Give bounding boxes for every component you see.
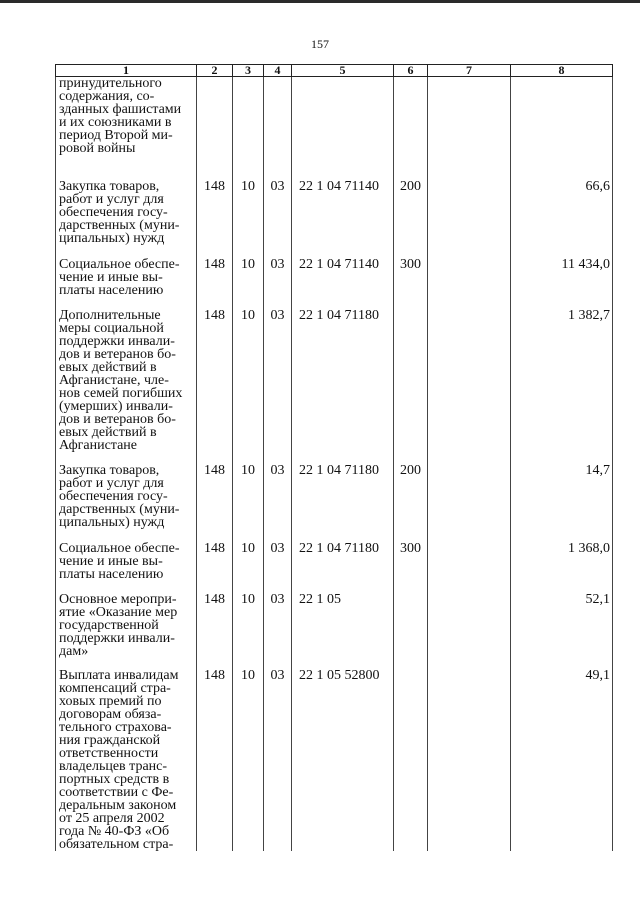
row-name: Основное меропри- ятие «Оказание мер государственной поддержки инвали- дам» [56, 593, 197, 669]
row-name: Социальное обеспе- чение и иные вы- платы населению [56, 258, 197, 309]
row-csr: 22 1 05 [292, 593, 394, 669]
column-header-5: 5 [292, 65, 394, 77]
row-col7 [428, 542, 511, 593]
row-csr: 22 1 05 52800 [292, 669, 394, 851]
row-csr: 22 1 04 71180 [292, 464, 394, 542]
row-sum: 1 382,7 [511, 309, 613, 464]
table-row [56, 593, 613, 669]
row-col7 [428, 309, 511, 464]
row-pr: 03 [264, 593, 292, 669]
row-pr: 03 [264, 258, 292, 309]
row-rz: 10 [233, 542, 264, 593]
row-pr: 03 [264, 464, 292, 542]
row-rz: 10 [233, 258, 264, 309]
row-col7 [428, 464, 511, 542]
row-name: Закупка товаров, работ и услуг для обеспечения госу- дарственных (муни- ципальных) нужд [56, 180, 197, 258]
row-rz: 10 [233, 180, 264, 258]
row-sum: 1 368,0 [511, 542, 613, 593]
row-vr: 200 [394, 180, 428, 258]
row-sum: 49,1 [511, 669, 613, 851]
header-row [56, 65, 613, 77]
column-header-8: 8 [511, 65, 613, 77]
row-rz: 10 [233, 309, 264, 464]
row-vr: 300 [394, 258, 428, 309]
row-name: Закупка товаров, работ и услуг для обеспечения госу- дарственных (муни- ципальных) нужд [56, 464, 197, 542]
row-vr [394, 593, 428, 669]
row-ved: 148 [197, 669, 233, 851]
row-rz [233, 77, 264, 180]
row-rz: 10 [233, 669, 264, 851]
row-pr: 03 [264, 180, 292, 258]
budget-table [55, 64, 613, 851]
row-vr: 300 [394, 542, 428, 593]
row-csr: 22 1 04 71180 [292, 309, 394, 464]
row-name: принудительного содержания, со- зданных фашистами и их союзниками в период Второй ми- ровой войны [56, 77, 197, 180]
row-name: Социальное обеспе- чение и иные вы- платы населению [56, 542, 197, 593]
column-header-3: 3 [233, 65, 264, 77]
row-ved: 148 [197, 464, 233, 542]
row-col7 [428, 180, 511, 258]
row-ved: 148 [197, 258, 233, 309]
top-rule [0, 0, 640, 3]
row-csr: 22 1 04 71140 [292, 258, 394, 309]
row-sum: 66,6 [511, 180, 613, 258]
row-sum: 52,1 [511, 593, 613, 669]
column-header-2: 2 [197, 65, 233, 77]
row-vr: 200 [394, 464, 428, 542]
row-name: Дополнительные меры социальной поддержки инвали- дов и ветеранов бо- евых действий в Афганистане, чле- нов семей погибших (умерших) инвали- дов и ветеранов бо- евых действий в Афганистане [56, 309, 197, 464]
row-ved: 148 [197, 593, 233, 669]
row-col7 [428, 669, 511, 851]
row-sum: 11 434,0 [511, 258, 613, 309]
row-col7 [428, 77, 511, 180]
row-pr: 03 [264, 542, 292, 593]
row-csr: 22 1 04 71140 [292, 180, 394, 258]
row-ved: 148 [197, 542, 233, 593]
row-col7 [428, 258, 511, 309]
page-number: 157 [311, 37, 329, 51]
row-vr [394, 669, 428, 851]
row-csr: 22 1 04 71180 [292, 542, 394, 593]
table-row [56, 309, 613, 464]
table-row [56, 77, 613, 180]
column-header-7: 7 [428, 65, 511, 77]
row-ved [197, 77, 233, 180]
row-pr: 03 [264, 669, 292, 851]
row-vr [394, 309, 428, 464]
column-header-4: 4 [264, 65, 292, 77]
row-name: Выплата инвалидам компенсаций стра- ховых премий по договорам обяза- тельного страхова- ния гражданской ответственности владельцев транс- портных средств в соответствии с Фе- деральным законом от 25 апреля 2002 года № 40-ФЗ «Об обязательном стра- [56, 669, 197, 851]
row-sum: 14,7 [511, 464, 613, 542]
row-csr [292, 77, 394, 180]
table-row [56, 180, 613, 258]
table-row [56, 464, 613, 542]
table-row [56, 542, 613, 593]
row-ved: 148 [197, 180, 233, 258]
row-sum [511, 77, 613, 180]
row-col7 [428, 593, 511, 669]
row-vr [394, 77, 428, 180]
row-pr: 03 [264, 309, 292, 464]
row-rz: 10 [233, 464, 264, 542]
table-row [56, 669, 613, 851]
row-pr [264, 77, 292, 180]
row-rz: 10 [233, 593, 264, 669]
column-header-6: 6 [394, 65, 428, 77]
row-ved: 148 [197, 309, 233, 464]
column-header-1: 1 [56, 65, 197, 77]
table-row [56, 258, 613, 309]
